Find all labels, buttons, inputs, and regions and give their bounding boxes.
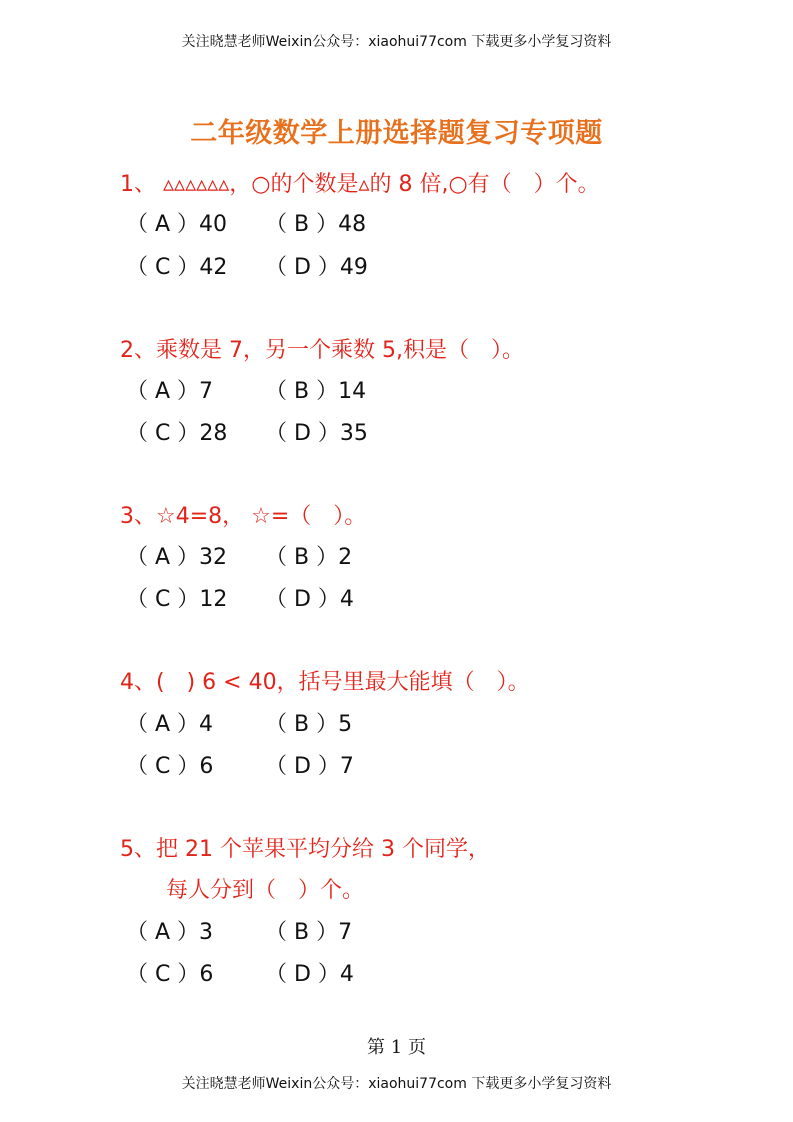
- q5-option-b: （ B ）7: [265, 920, 353, 945]
- q5-option-d: （ D ）4: [265, 962, 354, 987]
- q3-option-a: （ A ）32: [126, 545, 228, 570]
- q5-option-a: （ A ）3: [126, 920, 214, 945]
- q3-option-b: （ B ）2: [265, 545, 353, 570]
- question-1: 1、 ▵▵▵▵▵▵，○的个数是▵的 8 倍,○有（ ）个。: [120, 172, 600, 197]
- question-5-continuation: 每人分到（ ）个。: [166, 878, 365, 903]
- q2-option-c: （ C ）28: [126, 421, 228, 446]
- q3-option-c: （ C ）12: [126, 587, 228, 612]
- q4-option-b: （ B ）5: [265, 712, 353, 737]
- question-4: 4、( ) 6 < 40，括号里最大能填（ ）。: [120, 670, 530, 695]
- q2-option-d: （ D ）35: [265, 421, 368, 446]
- page-number: 第 1 页: [367, 1037, 426, 1058]
- footer-promo-text: 关注晓慧老师Weixin公众号：xiaohui77com 下载更多小学复习资料: [181, 1076, 612, 1092]
- question-3: 3、☆4=8， ☆=（ ）。: [120, 504, 367, 529]
- question-2: 2、乘数是 7，另一个乘数 5,积是（ ）。: [120, 338, 524, 363]
- q1-option-a: （ A ）40: [126, 212, 228, 237]
- question-5: 5、把 21 个苹果平均分给 3 个同学，: [120, 837, 490, 862]
- q1-option-c: （ C ）42: [126, 255, 228, 280]
- q4-option-c: （ C ）6: [126, 754, 214, 779]
- q3-option-d: （ D ）4: [265, 587, 354, 612]
- q2-option-b: （ B ）14: [265, 379, 367, 404]
- page-title: 二年级数学上册选择题复习专项题: [190, 118, 603, 149]
- q2-option-a: （ A ）7: [126, 379, 214, 404]
- q4-option-d: （ D ）7: [265, 754, 354, 779]
- q4-option-a: （ A ）4: [126, 712, 214, 737]
- q5-option-c: （ C ）6: [126, 962, 214, 987]
- q1-option-b: （ B ）48: [265, 212, 367, 237]
- header-promo-text: 关注晓慧老师Weixin公众号：xiaohui77com 下载更多小学复习资料: [181, 34, 612, 50]
- q1-option-d: （ D ）49: [265, 255, 368, 280]
